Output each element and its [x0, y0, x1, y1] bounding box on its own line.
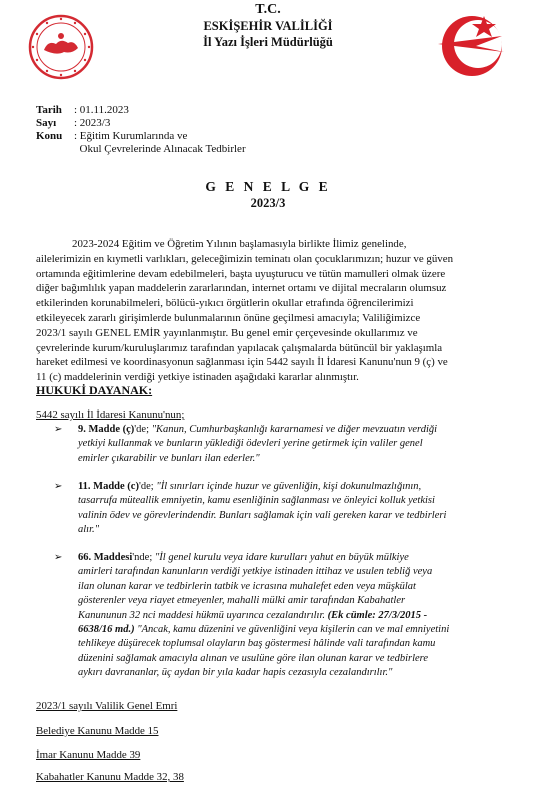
body-line: çevrelerinde kurum/kuruluşlarımız tarafından yapılacak çalışmalarda bütüncül bir yaklaşımla — [36, 341, 443, 354]
title-number: 2023/3 — [250, 196, 286, 210]
arrowhead-bullet-icon: ➢ — [54, 481, 63, 492]
meta-date-row — [36, 104, 246, 117]
meta-number-row — [36, 117, 246, 130]
body-line: etkilerinden korunabilmeleri, bölücü-yıkıcı örgütlerin okullar etrafında öğrencilerimizi — [36, 297, 414, 310]
reference-genel-emri: 2023/1 sayılı Valilik Genel Emri — [36, 700, 178, 712]
bullet-article-11: ➢ 11. Madde (c)'de; "İl sınırları içinde huzur ve güvenliğin, kişi dokunulmazlığının, tasarrufa müteallik emniyetin, kamu esenliğinin sağlanması ve önleyici kolluk yetkisi valinin ödev ve görevlerindendir. Bunları sağlamak için vali gereken karar ve tedbirleri alır." — [54, 481, 447, 536]
arrowhead-bullet-icon: ➢ — [54, 424, 63, 435]
section-heading: HUKUKİ DAYANAK: — [36, 383, 153, 397]
bullet-heading: 9. Madde (ç) — [78, 424, 135, 435]
body-line: 2023-2024 Eğitim ve Öğretim Yılının başlamasıyla birlikte İlimiz genelinde, — [72, 238, 407, 250]
document-title — [0, 178, 536, 212]
meta-subject-value: : Eğitim Kurumlarında ve — [74, 130, 188, 142]
meta-subject-row-2 — [36, 143, 246, 156]
meta-date-value: : 01.11.2023 — [74, 104, 129, 116]
body-line: diğer bağımlılık yapan maddelerin zararlarından, internet ortamı ve dijital mecraların olumsuz — [36, 282, 447, 295]
body-line: etkileyecek zararlı girişimlerde bulunmalarının önüne geçilmesi amacıyla; Valiliğimizce — [36, 311, 421, 324]
body-paragraph — [36, 237, 502, 385]
meta-subject-value-2: Okul Çevrelerinde Alınacak Tedbirler — [74, 143, 246, 155]
reference-belediye-kanunu: Belediye Kanunu Madde 15 — [36, 725, 159, 737]
header-department: İl Yazı İşleri Müdürlüğü — [203, 35, 333, 49]
body-line: ortamında eğitimlerine devam edebilmeleri, başta uyuşturucu ve tütün mamulleri olmak üzere — [36, 267, 446, 280]
valilik-seal-logo — [28, 14, 94, 80]
bullet-article-9: ➢ 9. Madde (ç)'de; "Kanun, Cumhurbaşkanlığı kararnamesi ve diğer mevzuatın verdiği yetkiyi kullanmak ve bunların yüklediği ödevleri yerine getirmek için valiler genel emirler çıkarabilir ve bunları ilan ederler." — [54, 424, 438, 464]
bullet-heading: 11. Madde (c) — [78, 481, 139, 492]
meta-number-value: : 2023/3 — [74, 117, 111, 129]
meta-subject-label: Konu — [36, 130, 63, 142]
body-line: hareket edilmesi ve koordinasyonun sağlanması için 5442 sayılı İl İdaresi Kanunu'nun 9 (ç) ve — [36, 356, 448, 369]
arrowhead-bullet-icon: ➢ — [54, 552, 63, 563]
document-meta — [36, 104, 246, 156]
body-line: 2023/1 sayılı GENEL EMİR yayınlanmıştır. Bu genel emir çerçevesinde okullarımız ve — [36, 326, 418, 339]
bullet-heading: 66. Maddesi — [78, 552, 133, 563]
body-line: ailelerimizin en kıymetli varlıkları, geleceğimizin teminatı olan çocuklarımızın; huzur ve güven — [36, 252, 454, 265]
body-line: 11 (c) maddelerinin verdiği yetkiye istinaden aşağıdaki kararlar alınmıştır. — [36, 371, 359, 384]
bullet-article-66: ➢ 66. Maddesi'nde; "İl genel kurulu veya idare kurulları yahut en büyük mülkiye amirleri tarafından kanunların verdiği yetkiye istinaden ittihaz ve usulen tebliğ veya ilan olunan karar ve tedbirlerin tatbik ve icrasına muhalefet eden veya müşkülat gösterenler veya riayet etmeyenler, mahalli mülki amir tarafından Kabahatler Kanununun 32 nci maddesi hükmü uyarınca cezalandırılır. (Ek cümle: 27/3/2015 - 6638/16 md.) "Ancak, kamu düzenini ve güvenliğini veya kişilerin can ve mal emniyetini tehlikeye düşürecek toplumsal olayların baş göstermesi hâlinde vali tarafından kamu düzenini sağlamak amacıyla alınan ve usulüne göre ilan olunan karar ve tedbirlere aykırı davrananlar, üç aydan bir yıla kadar hapis cezasıyla cezalandırılır." — [54, 552, 450, 679]
reference-imar-kanunu: İmar Kanunu Madde 39 — [36, 749, 141, 761]
title-genelge: G E N E L G E — [205, 179, 331, 194]
meta-subject-row — [36, 130, 246, 143]
law-reference: 5442 sayılı İl İdaresi Kanunu'nun; — [36, 409, 185, 421]
header-governorship: ESKİŞEHİR VALİLİĞİ — [203, 19, 333, 33]
eskisehir-star-crescent-logo — [432, 6, 512, 86]
reference-kabahatler-kanunu: Kabahatler Kanunu Madde 32, 38 — [36, 771, 184, 783]
header-country: T.C. — [255, 2, 281, 17]
meta-number-label: Sayı — [36, 117, 57, 129]
meta-date-label: Tarih — [36, 104, 62, 116]
header-title — [168, 2, 368, 50]
